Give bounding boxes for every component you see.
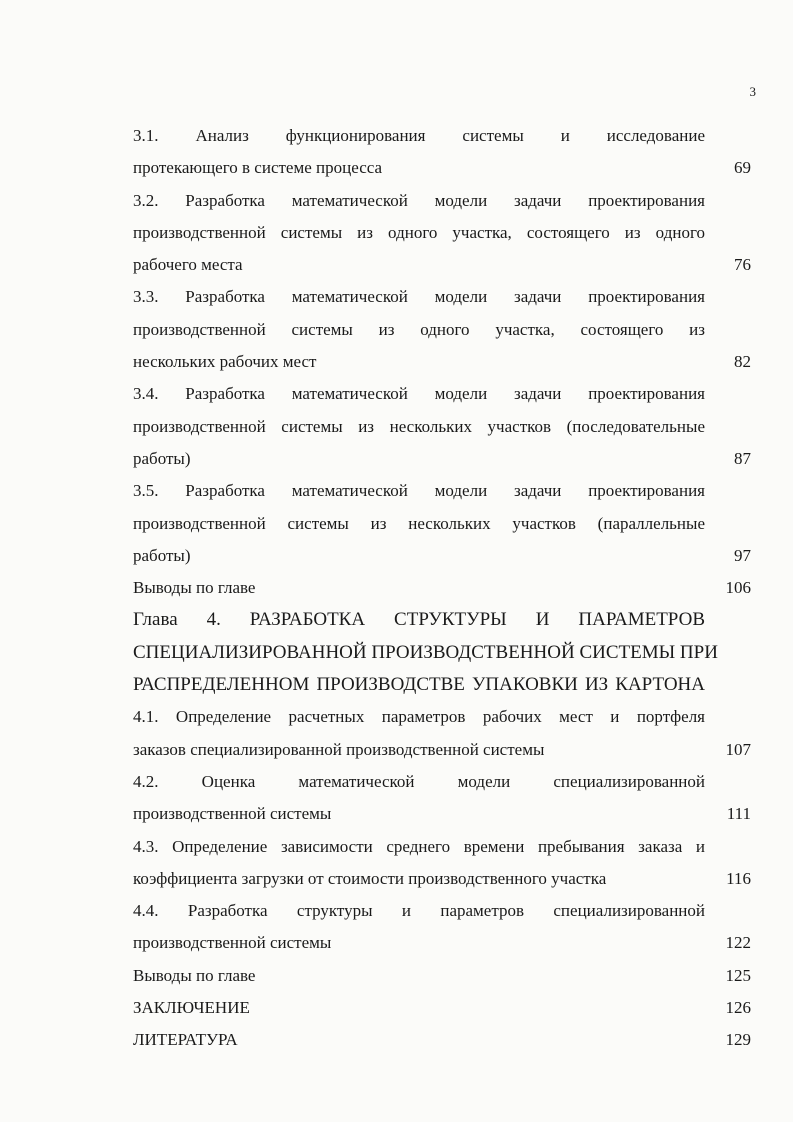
toc-line-text: производственной системы из нескольких участков (параллельные: [133, 513, 705, 533]
toc-line-text: СПЕЦИАЛИЗИРОВАННОЙ ПРОИЗВОДСТВЕННОЙ СИСТЕМЫ ПРИ: [133, 641, 718, 663]
toc-line: [133, 378, 751, 410]
toc-line: [133, 960, 751, 992]
toc-line: [133, 572, 751, 604]
toc-entry-chapter-3-conclusions: [133, 572, 751, 604]
toc-line-text: протекающего в системе процесса: [133, 158, 383, 178]
toc-page-number: 87: [734, 448, 751, 468]
toc-line: [133, 443, 751, 475]
toc-line-text: коэффициента загрузки от стоимости производственного участка: [133, 868, 607, 888]
toc-entry-3-2: [133, 185, 751, 282]
toc-page-number: 97: [734, 545, 751, 565]
toc-page-number: 111: [726, 804, 751, 824]
toc-entry-chapter-4-conclusions: [133, 960, 751, 992]
toc-line: [133, 217, 751, 249]
toc-page-number: 125: [725, 965, 751, 985]
toc-line-text: производственной системы из одного участка, состоящего из одного: [133, 222, 705, 242]
toc-line-text: заказов специализированной производственной системы: [133, 739, 545, 759]
toc-line-text: производственной системы: [133, 933, 332, 953]
toc-page-number: 116: [726, 868, 751, 888]
toc-line: [133, 314, 751, 346]
toc-entry-4-2: [133, 766, 751, 831]
toc-line: [133, 895, 751, 927]
toc-entry-3-5: [133, 475, 751, 572]
toc-page-number: 126: [725, 998, 751, 1018]
toc-line: [133, 734, 751, 766]
toc-line: [133, 927, 751, 959]
toc-line: [133, 1024, 751, 1056]
toc-entry-conclusion: [133, 992, 751, 1024]
toc-line-text: 4.1. Определение расчетных параметров рабочих мест и портфеля: [133, 707, 705, 727]
toc-page-number: 82: [734, 352, 751, 372]
toc-line-text: рабочего места: [133, 255, 243, 275]
toc-page-number: 76: [734, 255, 751, 275]
toc-line: [133, 669, 751, 701]
toc-line: [133, 346, 751, 378]
toc-line-text: 3.2. Разработка математической модели задачи проектирования: [133, 190, 705, 210]
toc-line: [133, 992, 751, 1024]
toc-line: [133, 475, 751, 507]
toc-line-text: 3.3. Разработка математической модели задачи проектирования: [133, 287, 705, 307]
toc-page-number: 69: [734, 158, 751, 178]
page-number: 3: [749, 84, 756, 99]
toc-line: [133, 249, 751, 281]
toc-line: [133, 281, 751, 313]
toc-line: [133, 831, 751, 863]
toc-line-text: ЗАКЛЮЧЕНИЕ: [133, 998, 250, 1018]
toc-line-text: нескольких рабочих мест: [133, 352, 317, 372]
toc-entry-3-1: [133, 120, 751, 185]
toc-entry-3-4: [133, 378, 751, 475]
toc-line-text: 3.5. Разработка математической модели задачи проектирования: [133, 481, 705, 501]
table-of-contents: [133, 120, 751, 1057]
toc-page-number: 129: [725, 1030, 751, 1050]
toc-entry-literature: [133, 1024, 751, 1056]
toc-line-text: работы): [133, 545, 191, 565]
toc-line-text: производственной системы: [133, 804, 332, 824]
toc-line-text: 3.4. Разработка математической модели задачи проектирования: [133, 384, 705, 404]
toc-line: [133, 540, 751, 572]
toc-entry-4-1: [133, 701, 751, 766]
toc-line-text: производственной системы из нескольких участков (последовательные: [133, 416, 705, 436]
toc-line: [133, 863, 751, 895]
toc-line: [133, 798, 751, 830]
toc-line-text: Глава 4. РАЗРАБОТКА СТРУКТУРЫ И ПАРАМЕТРОВ: [133, 609, 705, 631]
toc-entry-4-4: [133, 895, 751, 960]
toc-line-text: производственной системы из одного участка, состоящего из: [133, 319, 705, 339]
toc-line-text: 4.3. Определение зависимости среднего времени пребывания заказа и: [133, 836, 705, 856]
toc-line: [133, 766, 751, 798]
toc-line: [133, 411, 751, 443]
toc-line-text: РАСПРЕДЕЛЕННОМ ПРОИЗВОДСТВЕ УПАКОВКИ ИЗ КАРТОНА: [133, 674, 705, 696]
toc-line-text: 4.4. Разработка структуры и параметров специализированной: [133, 901, 705, 921]
toc-line: [133, 120, 751, 152]
toc-page-number: 122: [725, 933, 751, 953]
toc-line-text: 4.2. Оценка математической модели специализированной: [133, 771, 705, 791]
toc-line: [133, 185, 751, 217]
toc-entry-3-3: [133, 281, 751, 378]
toc-line: [133, 604, 751, 636]
toc-line: [133, 637, 751, 669]
toc-line-text: Выводы по главе: [133, 578, 256, 598]
toc-line-text: работы): [133, 448, 191, 468]
toc-page-number: 106: [725, 578, 751, 598]
toc-line-text: Выводы по главе: [133, 965, 256, 985]
toc-line-text: 3.1. Анализ функционирования системы и исследование: [133, 126, 705, 145]
toc-line: [133, 701, 751, 733]
toc-entry-chapter-4: [133, 604, 751, 701]
toc-line: [133, 508, 751, 540]
toc-line-text: ЛИТЕРАТУРА: [133, 1030, 238, 1050]
toc-page-number: 107: [725, 739, 751, 759]
toc-line: [133, 152, 751, 184]
toc-entry-4-3: [133, 831, 751, 896]
